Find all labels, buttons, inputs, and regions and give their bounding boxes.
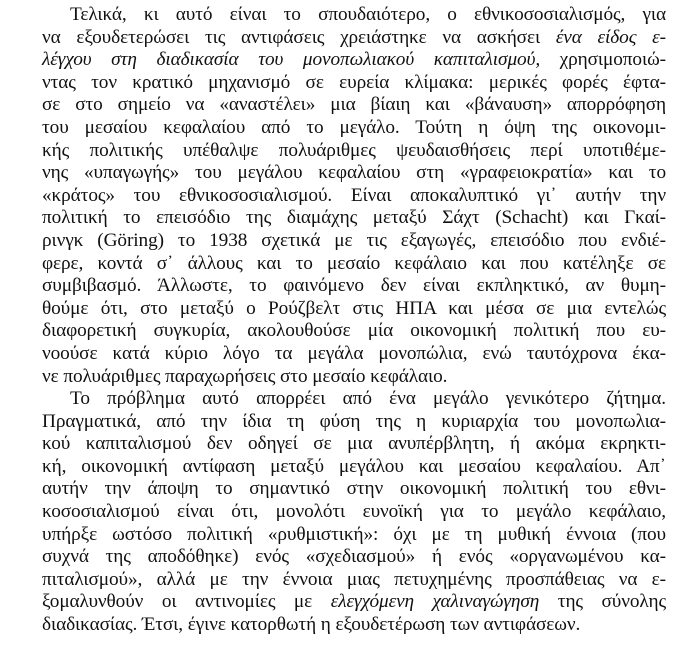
text-segment: νης «υπαγωγής» του μεγάλου κεφαλαίου στη «γραφειοκρατία» και το <box>42 162 666 184</box>
text-line <box>42 478 666 501</box>
text-segment: Το πρόβλημα αυτό απορρέει από ένα μεγάλο γενικότερο ζήτημα. <box>70 388 666 410</box>
text-line <box>42 49 666 72</box>
text-line <box>42 456 666 479</box>
text-segment: Τελικά, κι αυτό είναι το σπουδαιότερο, ο εθνικοσοσιαλισμός, για <box>70 4 666 25</box>
italic-text-segment: ένα είδος ε- <box>555 26 666 48</box>
text-segment: νοούσε κατά κύριο λόγο τα μεγάλα μονοπώλια, ενώ ταυτόχρονα έκα- <box>42 342 666 364</box>
text-line <box>42 185 666 208</box>
text-line <box>42 546 666 569</box>
paragraph <box>42 4 666 388</box>
text-segment: πολιτική το επεισόδιο της διαμάχης μεταξύ Σάχτ (Schacht) και Γκαί- <box>42 207 666 229</box>
text-line <box>42 140 666 163</box>
text-segment: ντας τον κρατικό μηχανισμό σε ευρεία κλίμακα: μερικές φορές έφτα- <box>42 71 666 93</box>
text-line <box>42 298 666 321</box>
text-line <box>42 366 666 389</box>
text-segment: ξομαλυνθούν οι αντινομίες με <box>42 591 331 613</box>
text-line <box>42 591 666 614</box>
document-page <box>42 4 666 637</box>
text-segment: ρινγκ (Göring) το 1938 σχετικά με τις εξαγωγές, επεισόδιο που ενδιέ- <box>42 229 666 251</box>
text-line <box>42 72 666 95</box>
text-segment: κή, οικονομική αντίφαση μεταξύ μεγάλου και μεσαίου κεφαλαίου. Απ᾿ <box>42 455 666 477</box>
text-segment: «κράτος» του εθνικοσοσιαλισμού. Είναι αποκαλυπτικό γι᾿ αυτήν την <box>42 184 666 206</box>
text-segment: να εξουδετερώσει τις αντιφάσεις χρειάστηκε να ασκήσει <box>42 26 556 48</box>
text-segment: νε πολυάριθμες παραχωρήσεις στο μεσαίο κεφάλαιο. <box>42 365 448 387</box>
text-line <box>42 501 666 524</box>
text-line <box>42 27 666 50</box>
text-line <box>42 94 666 117</box>
text-segment: κοσοσιαλισμού είναι ότι, μονολότι ευνοϊκή για το μεγάλο κεφάλαιο, <box>42 501 666 523</box>
text-segment: σε στο σημείο να «αναστέλει» μια βίαιη και «βάναυση» απορρόφηση <box>42 94 666 116</box>
text-line <box>42 320 666 343</box>
text-line <box>42 117 666 140</box>
text-line <box>42 230 666 253</box>
italic-text-segment: ελεγχόμενη χαλιναγώγηση <box>330 591 540 613</box>
text-segment: του μεσαίου κεφαλαίου από το μεγάλο. Τούτη η όψη της οικονομι- <box>42 116 666 138</box>
text-segment: κής πολιτικής υπέθαλψε πολυάριθμες ψευδαισθήσεις περί υποτιθέμε- <box>42 139 666 161</box>
text-line <box>42 433 666 456</box>
paragraph <box>42 388 666 637</box>
text-segment: κού καπιταλισμού δεν οδηγεί σε μια ανυπέρβλητη, ή ακόμα εκρηκτι- <box>42 433 666 455</box>
text-line <box>42 411 666 434</box>
text-segment: της σύνολης <box>539 591 667 613</box>
text-segment: υπήρξε ωστόσο πολιτική «ρυθμιστική»: όχι με τη μυθική έννοια (που <box>42 523 666 545</box>
text-segment: συμβιβασμό. Άλλωστε, το φαινόμενο δεν είναι εκπληκτικό, αν θυμη- <box>42 275 666 297</box>
text-segment: Πραγματικά, από την ίδια τη φύση της η κυριαρχία του μονοπωλια- <box>42 410 666 432</box>
text-line <box>42 275 666 298</box>
text-segment: συχνά της αποδόθηκε) ενός «σχεδιασμού» ή ενός «οργανωμένου κα- <box>42 546 666 568</box>
text-segment: φερε, κοντά σ᾿ άλλους και το μεσαίο κεφάλαιο και που κατέληξε σε <box>42 252 666 274</box>
text-segment: αυτήν την άποψη το σημαντικό στην οικονομική πολιτική του εθνι- <box>42 478 666 500</box>
text-line <box>42 162 666 185</box>
text-line <box>42 4 666 27</box>
italic-text-segment: λέγχου στη διαδικασία του μονοπωλιακού καπιταλισμού, <box>42 49 541 71</box>
text-line <box>42 207 666 230</box>
text-line <box>42 569 666 592</box>
text-segment: χρησιμοποιώ- <box>540 49 666 71</box>
text-segment: διαδικασίας. Έτσι, έγινε κατορθωτή η εξουδετέρωση των αντιφάσεων. <box>42 614 581 636</box>
text-segment: διαφορετική συγκυρία, ακολουθούσε μία οικονομική πολιτική που ευ- <box>42 320 666 342</box>
text-line <box>42 253 666 276</box>
text-line <box>42 524 666 547</box>
text-line <box>42 343 666 366</box>
text-line <box>42 614 666 637</box>
text-line <box>42 388 666 411</box>
text-segment: πιταλισμού», αλλά με την έννοια μιας πετυχημένης προσπάθειας να ε- <box>42 568 666 590</box>
text-segment: θούμε ότι, στο μεταξύ ο Ρούζβελτ στις ΗΠΑ και μέσα σε μια εντελώς <box>42 297 666 319</box>
